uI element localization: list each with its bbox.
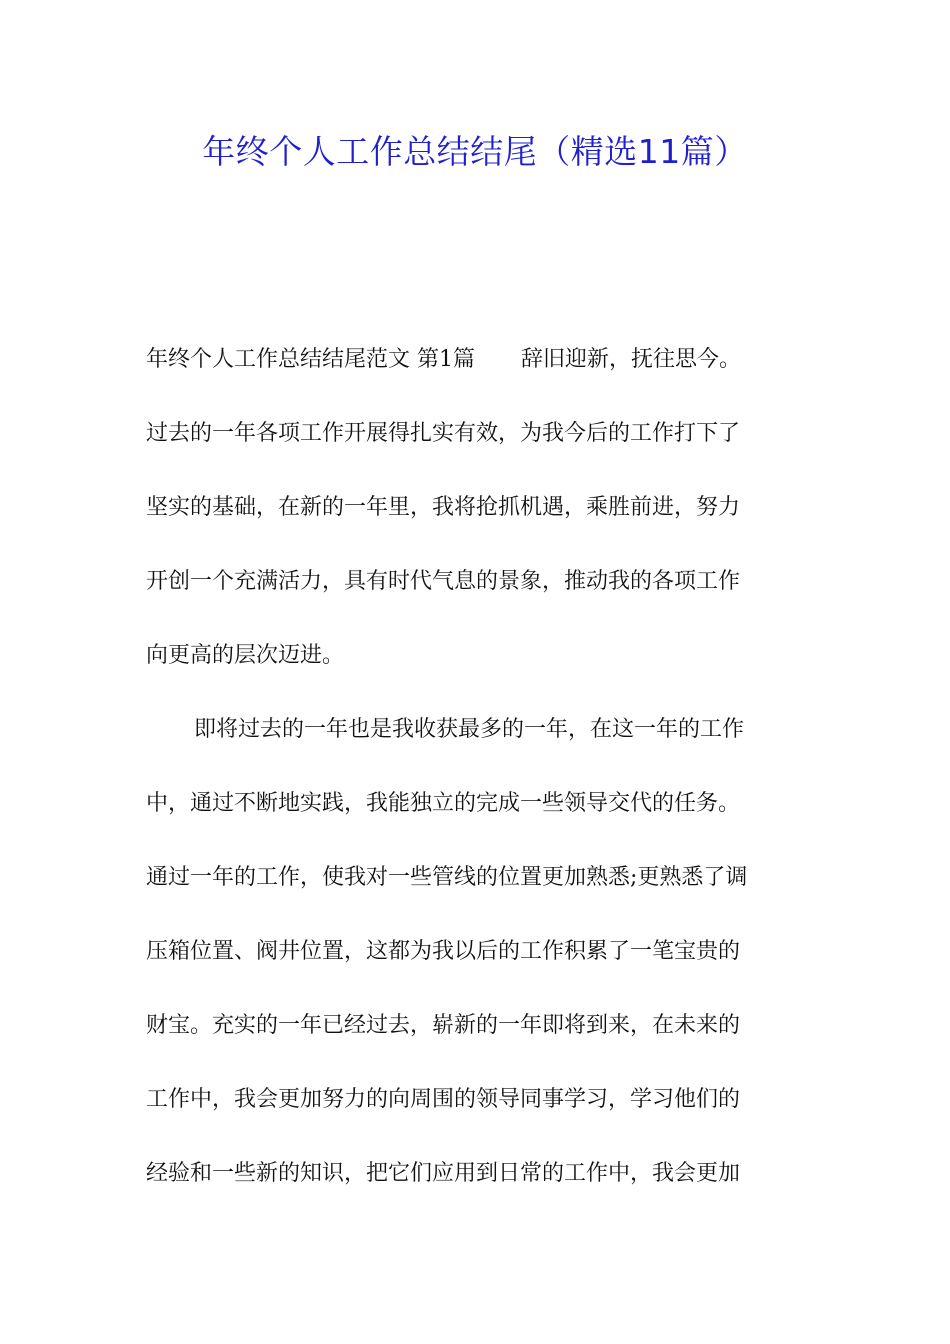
paragraph-text: 辞旧迎新，抚往思今。 [521, 347, 742, 372]
paragraph-line: 向更高的层次迈进。 [146, 643, 345, 668]
document-body [146, 323, 806, 1211]
paragraph-line: 即将过去的一年也是我收获最多的一年，在这一年的工作 [194, 717, 745, 742]
paragraph-line: 压箱位置、阀井位置，这都为我以后的工作积累了一笔宝贵的 [146, 939, 741, 964]
document-title: 年终个人工作总结结尾（精选11篇） [202, 132, 748, 171]
paragraph-line: 过去的一年各项工作开展得扎实有效，为我今后的工作打下了 [146, 421, 741, 446]
paragraph-line: 坚实的基础，在新的一年里，我将抢抓机遇，乘胜前进，努力 [146, 495, 741, 520]
section-heading: 年终个人工作总结结尾范文 第1篇 [146, 347, 475, 372]
paragraph-line: 通过一年的工作，使我对一些管线的位置更加熟悉;更熟悉了调 [146, 865, 748, 890]
paragraph-line: 经验和一些新的知识，把它们应用到日常的工作中，我会更加 [146, 1161, 741, 1186]
paragraph-line [146, 323, 806, 397]
paragraph-line: 开创一个充满活力，具有时代气息的景象，推动我的各项工作 [146, 569, 741, 594]
paragraph-line: 财宝。充实的一年已经过去，崭新的一年即将到来，在未来的 [146, 1013, 741, 1038]
paragraph-line: 工作中，我会更加努力的向周围的领导同事学习，学习他们的 [146, 1087, 741, 1112]
paragraph-line: 中，通过不断地实践，我能独立的完成一些领导交代的任务。 [146, 791, 741, 816]
